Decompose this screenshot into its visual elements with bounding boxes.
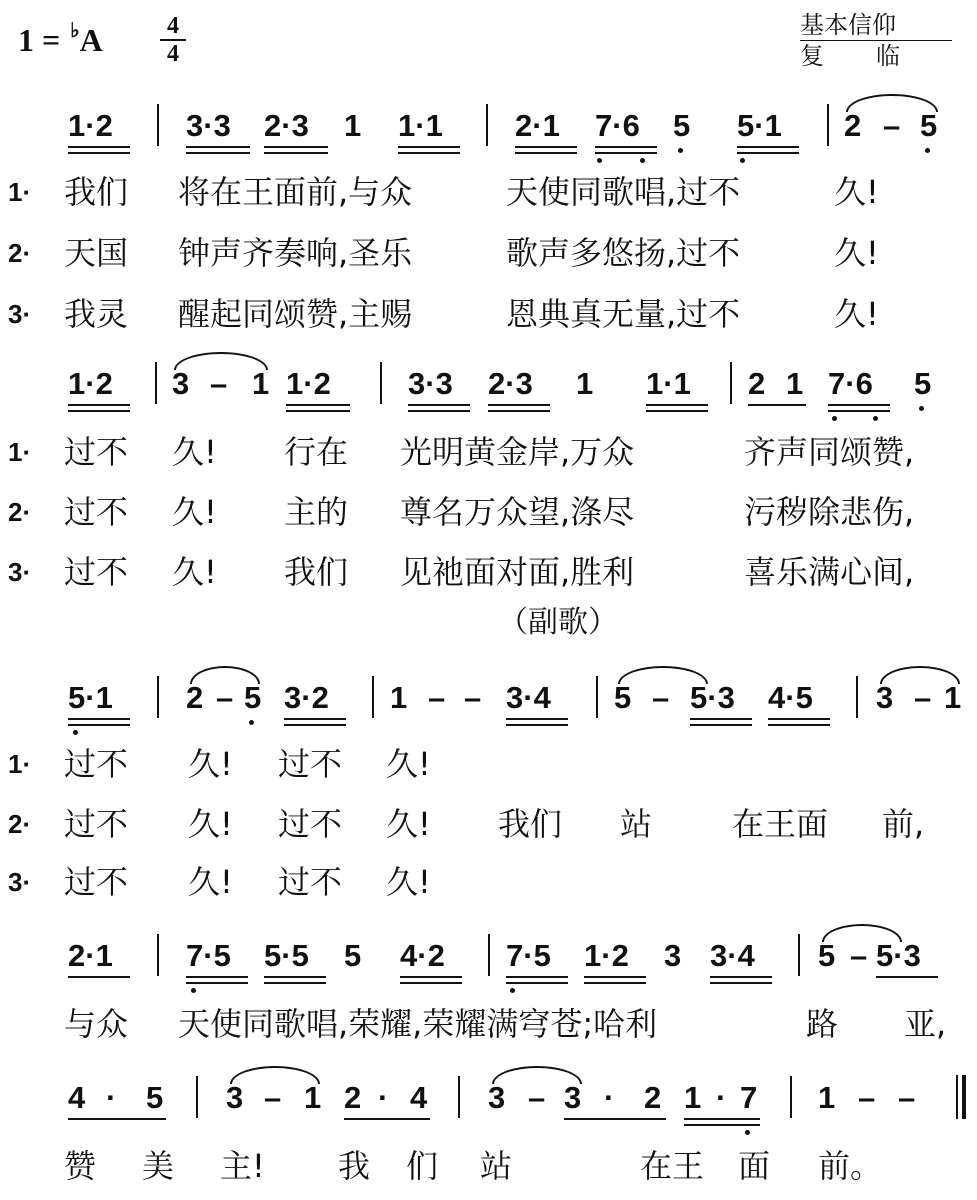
low-dot (925, 148, 930, 153)
barline (486, 104, 488, 146)
tie (618, 666, 708, 684)
low-dot (249, 720, 254, 725)
note: 1 (304, 1080, 322, 1115)
note: 1 (390, 680, 408, 715)
lyric-word: 钟声齐奏响,圣乐 (178, 234, 413, 272)
verse-number: 2· (8, 238, 32, 268)
underline (68, 976, 130, 978)
underline (828, 410, 890, 412)
lyric-word: 过不 (278, 745, 343, 783)
note: 1 (684, 1080, 702, 1115)
note: 3 (226, 1080, 244, 1115)
lyric-word: 恩典真无量,过不 (506, 295, 741, 333)
barline (157, 676, 159, 718)
low-dot (597, 158, 602, 163)
note: 2 (344, 1080, 362, 1115)
note: 1·2 (584, 938, 629, 973)
lyric-word: 见祂面对面,胜利 (400, 553, 635, 591)
underline (68, 718, 130, 720)
underline (684, 1124, 760, 1126)
underline (68, 1118, 166, 1120)
underline (186, 982, 248, 984)
underline (400, 976, 462, 978)
underline (737, 152, 799, 154)
key-note: A (79, 22, 103, 58)
tie (230, 1066, 320, 1084)
note: 1 (252, 366, 270, 401)
underline (595, 152, 657, 154)
underline (400, 982, 462, 984)
notation-row-3 (0, 680, 977, 740)
note: 7·6 (828, 366, 873, 401)
underline (68, 410, 130, 412)
lyric-word: 久! (172, 553, 217, 591)
barline (827, 104, 829, 146)
note: 7 (740, 1080, 758, 1115)
note: 3 (172, 366, 190, 401)
note: – (914, 680, 932, 715)
lyric-word: 过不 (64, 553, 129, 591)
note: 2·3 (264, 108, 309, 143)
note: 3·4 (710, 938, 755, 973)
note: 3·4 (506, 680, 551, 715)
underline (68, 724, 130, 726)
low-dot (919, 406, 924, 411)
lyric-word: 久! (188, 745, 233, 783)
barline (380, 362, 382, 404)
underline (68, 146, 130, 148)
lyric-word: 前, (882, 805, 925, 843)
lyric-word: 醒起同颂赞,主赐 (178, 295, 413, 333)
verse-number: 1· (8, 749, 32, 779)
barline (155, 362, 157, 404)
lyric-word: 美 (142, 1147, 175, 1185)
note: 5 (244, 680, 262, 715)
barline (372, 676, 374, 718)
low-dot (745, 1130, 750, 1135)
lyric-word: 面 (738, 1147, 771, 1185)
note: 2·3 (488, 366, 533, 401)
note: 4 (410, 1080, 428, 1115)
underline (646, 410, 708, 412)
note: 5 (914, 366, 932, 401)
note: – (858, 1080, 876, 1115)
lyric-word: 行在 (284, 433, 349, 471)
note: 2 (186, 680, 204, 715)
underline (398, 152, 460, 154)
underline (68, 404, 130, 406)
lyric-word: 久! (386, 805, 431, 843)
key-signature (18, 20, 103, 58)
underline (506, 976, 568, 978)
note: 5 (344, 938, 362, 973)
note: 7·5 (506, 938, 551, 973)
notation-row-4 (0, 938, 977, 998)
lyric-word: 过不 (278, 805, 343, 843)
note: 7·6 (595, 108, 640, 143)
lyric-word: 久! (172, 433, 217, 471)
note: – (428, 680, 446, 715)
note: 1·2 (68, 108, 113, 143)
lyric-word: 久! (834, 173, 879, 211)
low-dot (73, 730, 78, 735)
barline (856, 676, 858, 718)
underline (768, 724, 830, 726)
note: 2 (844, 108, 862, 143)
final-barline (956, 1075, 967, 1119)
time-signature (160, 14, 186, 66)
note: 3 (664, 938, 682, 973)
note: – (464, 680, 482, 715)
underline (286, 404, 350, 406)
low-dot (191, 988, 196, 993)
underline (506, 718, 568, 720)
barline (157, 934, 159, 976)
barline (798, 934, 800, 976)
underline (284, 718, 346, 720)
verse-number: 2· (8, 497, 32, 527)
note: 5·1 (737, 108, 782, 143)
note: 3·3 (408, 366, 453, 401)
note: 1 (944, 680, 962, 715)
note: – (898, 1080, 916, 1115)
tie (846, 94, 938, 112)
underline (584, 976, 646, 978)
note: 1·1 (646, 366, 691, 401)
underline (710, 976, 772, 978)
lyric-word: 主! (220, 1147, 265, 1185)
barline (196, 1076, 198, 1118)
lyric-word: 在王 (640, 1147, 705, 1185)
note: – (210, 366, 228, 401)
note: · (106, 1080, 117, 1115)
low-dot (740, 158, 745, 163)
note: 5·5 (264, 938, 309, 973)
note: 1 (818, 1080, 836, 1115)
note: 5 (146, 1080, 164, 1115)
underline (584, 982, 646, 984)
lyric-word: 我们 (284, 553, 349, 591)
note: 5·3 (690, 680, 735, 715)
note: 5 (818, 938, 836, 973)
underline (876, 976, 938, 978)
underline (595, 146, 657, 148)
lyric-word: 站 (480, 1147, 513, 1185)
note: – (850, 938, 868, 973)
underline (488, 410, 550, 412)
lyric-word: 过不 (64, 433, 129, 471)
note: 2 (748, 366, 766, 401)
lyric-word: 久! (386, 745, 431, 783)
tie (190, 666, 260, 684)
lyric-word: 久! (188, 805, 233, 843)
lyric-word: 尊名万众望,涤尽 (400, 493, 635, 531)
underline (506, 982, 568, 984)
barline (157, 104, 159, 146)
low-dot (678, 148, 683, 153)
note: 3 (876, 680, 894, 715)
lyric-word: 天国 (64, 234, 129, 272)
barline (790, 1076, 792, 1118)
note: 1 (576, 366, 594, 401)
lyric-word: 过不 (64, 805, 129, 843)
note: 3 (488, 1080, 506, 1115)
verse-number: 3· (8, 867, 32, 897)
verse-number: 1· (8, 437, 32, 467)
underline (690, 718, 752, 720)
lyric-word: 过不 (64, 493, 129, 531)
lyric-word: 齐声同颂赞, (744, 433, 915, 471)
note: 3·2 (284, 680, 329, 715)
underline (264, 152, 328, 154)
note: 1·2 (68, 366, 113, 401)
lyric-word: 喜乐满心间, (744, 553, 915, 591)
barline (458, 1076, 460, 1118)
note: 1 (786, 366, 804, 401)
lyric-word: 污秽除悲伤, (744, 493, 915, 531)
lyric-word: 我 (338, 1147, 371, 1185)
note: 2·1 (515, 108, 560, 143)
note: – (264, 1080, 282, 1115)
barline (488, 934, 490, 976)
verse-number: 2· (8, 809, 32, 839)
underline (737, 146, 799, 148)
underline (768, 718, 830, 720)
underline (68, 152, 130, 154)
lyric-word: 赞 (64, 1147, 97, 1185)
verse-number: 3· (8, 299, 32, 329)
tie (822, 924, 902, 942)
credit-line-2: 复临 (800, 42, 952, 71)
note: 5·1 (68, 680, 113, 715)
underline (564, 1118, 666, 1120)
lyric-word: 将在王面前,与众 (178, 173, 413, 211)
lyric-word: 光明黄金岸,万众 (400, 433, 635, 471)
underline (646, 404, 708, 406)
note: 3·3 (186, 108, 231, 143)
low-dot (510, 988, 515, 993)
lyric-word: 久! (834, 234, 879, 272)
underline (264, 976, 326, 978)
verse-number: 1· (8, 177, 32, 207)
note: – (883, 108, 901, 143)
lyric-word: 主的 (284, 493, 349, 531)
chorus-label: （副歌） (498, 605, 618, 640)
underline (284, 724, 346, 726)
underline (515, 146, 577, 148)
note: 5 (920, 108, 938, 143)
note: 7·5 (186, 938, 231, 973)
underline (515, 152, 577, 154)
lyric-word: 与众 (64, 1005, 129, 1043)
lyric-word: 站 (620, 805, 653, 843)
underline (186, 976, 248, 978)
underline (344, 1118, 430, 1120)
note: · (604, 1080, 615, 1115)
underline (506, 724, 568, 726)
low-dot (873, 416, 878, 421)
note: 2·1 (68, 938, 113, 973)
underline (828, 404, 890, 406)
low-dot (640, 158, 645, 163)
note: 1·2 (286, 366, 331, 401)
lyric-word: 我灵 (64, 295, 129, 333)
lyric-word: 久! (386, 863, 431, 901)
lyric-word: 前。 (818, 1147, 883, 1185)
lyric-word: 亚, (904, 1005, 947, 1043)
verse-number: 3· (8, 557, 32, 587)
flat-sign: ♭ (70, 20, 80, 42)
low-dot (832, 416, 837, 421)
underline (684, 1118, 760, 1120)
tie (174, 352, 268, 370)
underline (408, 404, 470, 406)
underline (710, 982, 772, 984)
lyric-word: 久! (834, 295, 879, 333)
credit (800, 12, 952, 70)
lyric-word: 歌声多悠扬,过不 (506, 234, 741, 272)
barline (730, 362, 732, 404)
notation-row-5 (0, 1080, 977, 1140)
key-prefix: 1 = (18, 22, 69, 58)
time-numerator: 4 (160, 14, 186, 41)
time-denominator: 4 (167, 41, 179, 67)
barline (596, 676, 598, 718)
note: 5·3 (876, 938, 921, 973)
lyric-word: 过不 (64, 745, 129, 783)
note: · (378, 1080, 389, 1115)
underline (186, 146, 250, 148)
lyric-word: 久! (172, 493, 217, 531)
underline (286, 410, 350, 412)
note: – (528, 1080, 546, 1115)
note: 1 (344, 108, 362, 143)
note: 3 (564, 1080, 582, 1115)
note: 4·5 (768, 680, 813, 715)
underline (408, 410, 470, 412)
lyric-word: 们 (406, 1147, 439, 1185)
notation-row-2 (0, 366, 977, 426)
note: 5 (614, 680, 632, 715)
underline (690, 724, 752, 726)
underline (186, 152, 250, 154)
lyric-word: 天使同歌唱,荣耀,荣耀满穹苍;哈利 (178, 1005, 658, 1043)
underline (264, 146, 328, 148)
lyric-word: 过不 (64, 863, 129, 901)
note: 4 (68, 1080, 86, 1115)
lyric-word: 我们 (498, 805, 563, 843)
underline (748, 404, 806, 406)
tie (880, 666, 960, 684)
note: · (716, 1080, 727, 1115)
note: 4·2 (400, 938, 445, 973)
note: 2 (644, 1080, 662, 1115)
lyric-word: 过不 (278, 863, 343, 901)
note: – (652, 680, 670, 715)
note: – (216, 680, 234, 715)
tie (492, 1066, 582, 1084)
lyric-word: 路 (806, 1005, 839, 1043)
lyric-word: 我们 (64, 173, 129, 211)
lyric-word: 在王面 (732, 805, 829, 843)
note: 5 (673, 108, 691, 143)
underline (264, 982, 326, 984)
credit-line-1: 基本信仰 (800, 12, 952, 41)
underline (488, 404, 550, 406)
underline (398, 146, 460, 148)
notation-row-1 (0, 108, 977, 168)
lyric-word: 久! (188, 863, 233, 901)
note: 1·1 (398, 108, 443, 143)
lyric-word: 天使同歌唱,过不 (506, 173, 741, 211)
